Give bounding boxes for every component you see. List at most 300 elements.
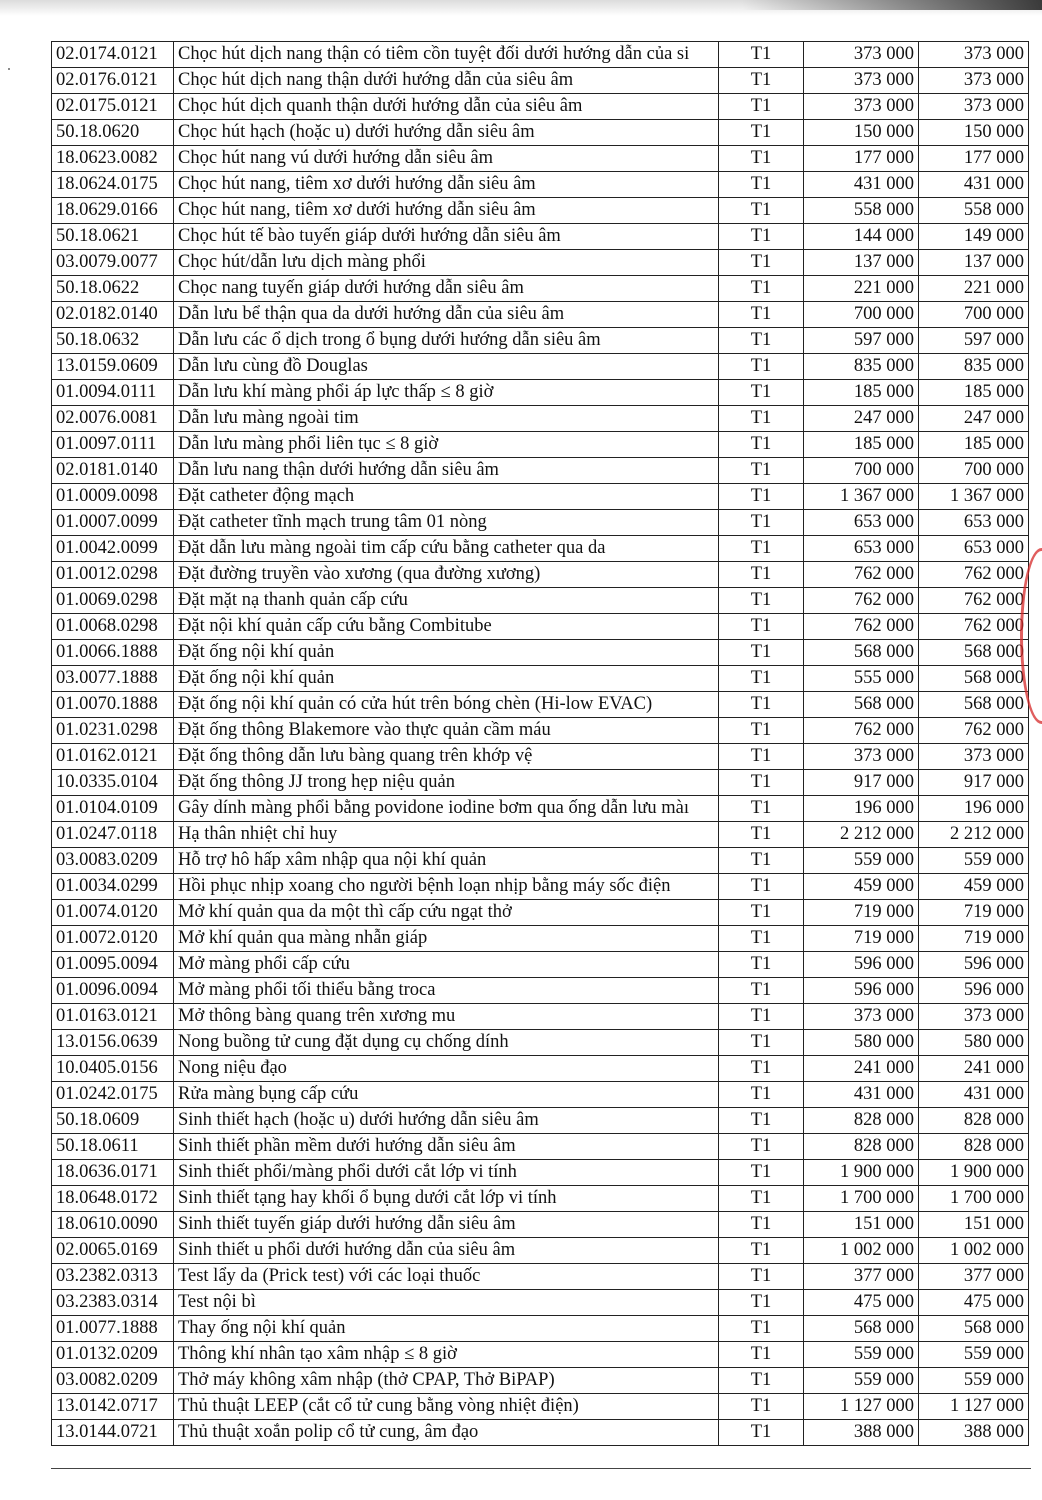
class-cell: T1 xyxy=(719,1264,804,1290)
class-cell: T1 xyxy=(719,1186,804,1212)
class-cell: T1 xyxy=(719,1160,804,1186)
price-cell-2: 1 127 000 xyxy=(919,1394,1029,1420)
price-cell: 1 700 000 xyxy=(804,1186,919,1212)
table-row xyxy=(52,510,1029,536)
service-code-cell: 02.0176.0121 xyxy=(52,68,174,94)
fee-table-body xyxy=(52,42,1029,1446)
price-cell: 475 000 xyxy=(804,1290,919,1316)
price-cell: 151 000 xyxy=(804,1212,919,1238)
table-row xyxy=(52,978,1029,1004)
price-cell: 388 000 xyxy=(804,1420,919,1446)
price-cell-2: 568 000 xyxy=(919,640,1029,666)
table-row xyxy=(52,1212,1029,1238)
class-cell: T1 xyxy=(719,354,804,380)
price-cell-2: 596 000 xyxy=(919,978,1029,1004)
price-cell: 568 000 xyxy=(804,1316,919,1342)
table-row xyxy=(52,172,1029,198)
service-name-cell: Chọc hút dịch nang thận dưới hướng dẫn của siêu âm xyxy=(174,68,719,94)
service-code-cell: 03.2383.0314 xyxy=(52,1290,174,1316)
service-name-cell: Chọc hút tế bào tuyến giáp dưới hướng dẫn siêu âm xyxy=(174,224,719,250)
class-cell: T1 xyxy=(719,1394,804,1420)
service-name-cell: Sinh thiết tạng hay khối ổ bụng dưới cắt lớp vi tính xyxy=(174,1186,719,1212)
table-row xyxy=(52,588,1029,614)
price-cell: 555 000 xyxy=(804,666,919,692)
price-cell-2: 762 000 xyxy=(919,614,1029,640)
price-cell: 373 000 xyxy=(804,744,919,770)
class-cell: T1 xyxy=(719,1056,804,1082)
price-cell-2: 719 000 xyxy=(919,900,1029,926)
service-code-cell: 18.0636.0171 xyxy=(52,1160,174,1186)
service-code-cell: 02.0181.0140 xyxy=(52,458,174,484)
service-code-cell: 03.2382.0313 xyxy=(52,1264,174,1290)
price-cell: 1 127 000 xyxy=(804,1394,919,1420)
service-name-cell: Dẫn lưu màng phổi liên tục ≤ 8 giờ xyxy=(174,432,719,458)
table-row xyxy=(52,744,1029,770)
table-row xyxy=(52,94,1029,120)
service-name-cell: Rửa màng bụng cấp cứu xyxy=(174,1082,719,1108)
service-name-cell: Chọc hút nang, tiêm xơ dưới hướng dẫn siêu âm xyxy=(174,172,719,198)
class-cell: T1 xyxy=(719,1420,804,1446)
price-cell: 247 000 xyxy=(804,406,919,432)
table-row xyxy=(52,1030,1029,1056)
price-cell: 596 000 xyxy=(804,978,919,1004)
class-cell: T1 xyxy=(719,1368,804,1394)
table-row xyxy=(52,848,1029,874)
price-cell: 568 000 xyxy=(804,692,919,718)
price-cell: 377 000 xyxy=(804,1264,919,1290)
table-row xyxy=(52,614,1029,640)
table-row xyxy=(52,666,1029,692)
table-row xyxy=(52,224,1029,250)
service-code-cell: 13.0144.0721 xyxy=(52,1420,174,1446)
price-cell-2: 762 000 xyxy=(919,588,1029,614)
price-cell: 373 000 xyxy=(804,42,919,68)
price-cell: 559 000 xyxy=(804,1368,919,1394)
price-cell-2: 475 000 xyxy=(919,1290,1029,1316)
price-cell-2: 373 000 xyxy=(919,744,1029,770)
price-cell: 1 900 000 xyxy=(804,1160,919,1186)
price-cell: 1 367 000 xyxy=(804,484,919,510)
price-cell-2: 653 000 xyxy=(919,536,1029,562)
price-cell-2: 241 000 xyxy=(919,1056,1029,1082)
class-cell: T1 xyxy=(719,146,804,172)
price-cell: 762 000 xyxy=(804,588,919,614)
service-code-cell: 01.0072.0120 xyxy=(52,926,174,952)
class-cell: T1 xyxy=(719,94,804,120)
class-cell: T1 xyxy=(719,562,804,588)
table-row xyxy=(52,1160,1029,1186)
service-code-cell: 02.0174.0121 xyxy=(52,42,174,68)
class-cell: T1 xyxy=(719,224,804,250)
price-cell: 431 000 xyxy=(804,172,919,198)
service-code-cell: 01.0034.0299 xyxy=(52,874,174,900)
service-code-cell: 01.0069.0298 xyxy=(52,588,174,614)
table-row xyxy=(52,42,1029,68)
class-cell: T1 xyxy=(719,198,804,224)
price-cell: 762 000 xyxy=(804,718,919,744)
price-cell: 596 000 xyxy=(804,952,919,978)
price-cell-2: 2 212 000 xyxy=(919,822,1029,848)
service-name-cell: Dẫn lưu màng ngoài tim xyxy=(174,406,719,432)
price-cell: 917 000 xyxy=(804,770,919,796)
service-name-cell: Chọc hút nang vú dưới hướng dẫn siêu âm xyxy=(174,146,719,172)
service-code-cell: 50.18.0622 xyxy=(52,276,174,302)
service-code-cell: 50.18.0620 xyxy=(52,120,174,146)
price-cell-2: 719 000 xyxy=(919,926,1029,952)
class-cell: T1 xyxy=(719,848,804,874)
price-cell-2: 137 000 xyxy=(919,250,1029,276)
price-cell: 558 000 xyxy=(804,198,919,224)
price-cell-2: 700 000 xyxy=(919,302,1029,328)
price-cell-2: 388 000 xyxy=(919,1420,1029,1446)
service-name-cell: Test lẩy da (Prick test) với các loại thuốc xyxy=(174,1264,719,1290)
price-cell-2: 580 000 xyxy=(919,1030,1029,1056)
table-row xyxy=(52,536,1029,562)
price-cell: 185 000 xyxy=(804,380,919,406)
price-cell-2: 917 000 xyxy=(919,770,1029,796)
table-row xyxy=(52,1004,1029,1030)
service-name-cell: Đặt ống thông Blakemore vào thực quản cầm máu xyxy=(174,718,719,744)
class-cell: T1 xyxy=(719,1316,804,1342)
table-row xyxy=(52,1056,1029,1082)
class-cell: T1 xyxy=(719,614,804,640)
class-cell: T1 xyxy=(719,406,804,432)
price-cell-2: 431 000 xyxy=(919,172,1029,198)
service-name-cell: Chọc hút/dẫn lưu dịch màng phổi xyxy=(174,250,719,276)
service-code-cell: 01.0132.0209 xyxy=(52,1342,174,1368)
service-code-cell: 10.0405.0156 xyxy=(52,1056,174,1082)
table-row xyxy=(52,1342,1029,1368)
service-name-cell: Thay ống nội khí quản xyxy=(174,1316,719,1342)
service-name-cell: Hạ thân nhiệt chỉ huy xyxy=(174,822,719,848)
service-name-cell: Dẫn lưu bể thận qua da dưới hướng dẫn của siêu âm xyxy=(174,302,719,328)
price-cell: 762 000 xyxy=(804,562,919,588)
service-code-cell: 01.0068.0298 xyxy=(52,614,174,640)
price-cell: 196 000 xyxy=(804,796,919,822)
class-cell: T1 xyxy=(719,432,804,458)
price-cell: 241 000 xyxy=(804,1056,919,1082)
service-name-cell: Sinh thiết u phổi dưới hướng dẫn của siêu âm xyxy=(174,1238,719,1264)
table-row xyxy=(52,1108,1029,1134)
table-row xyxy=(52,1238,1029,1264)
service-code-cell: 01.0097.0111 xyxy=(52,432,174,458)
service-code-cell: 01.0070.1888 xyxy=(52,692,174,718)
service-code-cell: 01.0009.0098 xyxy=(52,484,174,510)
class-cell: T1 xyxy=(719,68,804,94)
service-name-cell: Thủ thuật LEEP (cắt cổ tử cung bằng vòng nhiệt điện) xyxy=(174,1394,719,1420)
table-row xyxy=(52,926,1029,952)
price-cell-2: 828 000 xyxy=(919,1108,1029,1134)
class-cell: T1 xyxy=(719,744,804,770)
service-name-cell: Dẫn lưu nang thận dưới hướng dẫn siêu âm xyxy=(174,458,719,484)
price-cell: 373 000 xyxy=(804,1004,919,1030)
table-row xyxy=(52,146,1029,172)
price-cell: 221 000 xyxy=(804,276,919,302)
price-cell: 597 000 xyxy=(804,328,919,354)
price-cell: 719 000 xyxy=(804,926,919,952)
class-cell: T1 xyxy=(719,510,804,536)
price-cell: 828 000 xyxy=(804,1108,919,1134)
class-cell: T1 xyxy=(719,796,804,822)
table-row xyxy=(52,328,1029,354)
class-cell: T1 xyxy=(719,276,804,302)
class-cell: T1 xyxy=(719,822,804,848)
service-name-cell: Mở màng phổi cấp cứu xyxy=(174,952,719,978)
service-code-cell: 03.0077.1888 xyxy=(52,666,174,692)
service-name-cell: Gây dính màng phổi bằng povidone iodine bơm qua ống dẫn lưu màı xyxy=(174,796,719,822)
service-code-cell: 01.0007.0099 xyxy=(52,510,174,536)
service-name-cell: Mở khí quản qua da một thì cấp cứu ngạt thở xyxy=(174,900,719,926)
table-row xyxy=(52,458,1029,484)
service-name-cell: Test nội bì xyxy=(174,1290,719,1316)
service-name-cell: Mở thông bàng quang trên xương mu xyxy=(174,1004,719,1030)
service-name-cell: Đặt dẫn lưu màng ngoài tim cấp cứu bằng catheter qua da xyxy=(174,536,719,562)
price-cell-2: 373 000 xyxy=(919,94,1029,120)
service-name-cell: Chọc hút dịch quanh thận dưới hướng dẫn của siêu âm xyxy=(174,94,719,120)
class-cell: T1 xyxy=(719,874,804,900)
class-cell: T1 xyxy=(719,1030,804,1056)
service-name-cell: Đặt ống thông dẫn lưu bàng quang trên khớp vệ xyxy=(174,744,719,770)
price-cell-2: 1 700 000 xyxy=(919,1186,1029,1212)
class-cell: T1 xyxy=(719,926,804,952)
service-name-cell: Hồi phục nhịp xoang cho người bệnh loạn nhịp bằng máy sốc điện xyxy=(174,874,719,900)
table-row xyxy=(52,692,1029,718)
service-name-cell: Mở khí quản qua màng nhẫn giáp xyxy=(174,926,719,952)
price-cell: 580 000 xyxy=(804,1030,919,1056)
class-cell: T1 xyxy=(719,536,804,562)
bottom-rule xyxy=(51,1468,1031,1469)
service-code-cell: 01.0242.0175 xyxy=(52,1082,174,1108)
service-name-cell: Nong buồng tử cung đặt dụng cụ chống dính xyxy=(174,1030,719,1056)
price-cell-2: 568 000 xyxy=(919,692,1029,718)
service-name-cell: Đặt ống nội khí quản xyxy=(174,666,719,692)
service-code-cell: 18.0624.0175 xyxy=(52,172,174,198)
price-cell: 559 000 xyxy=(804,1342,919,1368)
service-name-cell: Thông khí nhân tạo xâm nhập ≤ 8 giờ xyxy=(174,1342,719,1368)
table-row xyxy=(52,1394,1029,1420)
price-cell: 459 000 xyxy=(804,874,919,900)
table-row xyxy=(52,1134,1029,1160)
service-code-cell: 18.0610.0090 xyxy=(52,1212,174,1238)
service-name-cell: Sinh thiết tuyến giáp dưới hướng dẫn siêu âm xyxy=(174,1212,719,1238)
table-row xyxy=(52,640,1029,666)
price-cell-2: 762 000 xyxy=(919,718,1029,744)
service-name-cell: Thở máy không xâm nhập (thở CPAP, Thở BiPAP) xyxy=(174,1368,719,1394)
table-row xyxy=(52,1082,1029,1108)
class-cell: T1 xyxy=(719,1004,804,1030)
class-cell: T1 xyxy=(719,458,804,484)
service-code-cell: 01.0095.0094 xyxy=(52,952,174,978)
price-cell-2: 596 000 xyxy=(919,952,1029,978)
table-row xyxy=(52,380,1029,406)
service-code-cell: 03.0082.0209 xyxy=(52,1368,174,1394)
class-cell: T1 xyxy=(719,484,804,510)
price-cell-2: 558 000 xyxy=(919,198,1029,224)
fee-table xyxy=(51,41,1029,1446)
price-cell: 150 000 xyxy=(804,120,919,146)
class-cell: T1 xyxy=(719,952,804,978)
service-name-cell: Sinh thiết phần mềm dưới hướng dẫn siêu âm xyxy=(174,1134,719,1160)
class-cell: T1 xyxy=(719,666,804,692)
price-cell: 762 000 xyxy=(804,614,919,640)
price-cell: 700 000 xyxy=(804,302,919,328)
service-name-cell: Chọc hút dịch nang thận có tiêm cồn tuyệt đối dưới hướng dẫn của si xyxy=(174,42,719,68)
price-cell-2: 568 000 xyxy=(919,666,1029,692)
price-cell-2: 568 000 xyxy=(919,1316,1029,1342)
price-cell-2: 431 000 xyxy=(919,1082,1029,1108)
price-cell-2: 1 367 000 xyxy=(919,484,1029,510)
service-name-cell: Đặt mặt nạ thanh quản cấp cứu xyxy=(174,588,719,614)
service-code-cell: 13.0159.0609 xyxy=(52,354,174,380)
price-cell-2: 828 000 xyxy=(919,1134,1029,1160)
table-row xyxy=(52,354,1029,380)
table-row xyxy=(52,432,1029,458)
service-name-cell: Chọc hút nang, tiêm xơ dưới hướng dẫn siêu âm xyxy=(174,198,719,224)
price-cell-2: 1 002 000 xyxy=(919,1238,1029,1264)
price-cell: 431 000 xyxy=(804,1082,919,1108)
service-code-cell: 01.0042.0099 xyxy=(52,536,174,562)
price-cell-2: 149 000 xyxy=(919,224,1029,250)
price-cell: 373 000 xyxy=(804,94,919,120)
service-code-cell: 50.18.0632 xyxy=(52,328,174,354)
class-cell: T1 xyxy=(719,588,804,614)
class-cell: T1 xyxy=(719,1342,804,1368)
service-code-cell: 01.0162.0121 xyxy=(52,744,174,770)
price-cell: 2 212 000 xyxy=(804,822,919,848)
class-cell: T1 xyxy=(719,120,804,146)
service-code-cell: 02.0182.0140 xyxy=(52,302,174,328)
price-cell: 835 000 xyxy=(804,354,919,380)
service-code-cell: 01.0077.1888 xyxy=(52,1316,174,1342)
price-cell: 719 000 xyxy=(804,900,919,926)
service-code-cell: 18.0629.0166 xyxy=(52,198,174,224)
service-name-cell: Đặt catheter động mạch xyxy=(174,484,719,510)
price-cell-2: 177 000 xyxy=(919,146,1029,172)
scan-edge xyxy=(0,0,1042,16)
service-name-cell: Dẫn lưu cùng đồ Douglas xyxy=(174,354,719,380)
service-code-cell: 18.0648.0172 xyxy=(52,1186,174,1212)
price-cell-2: 196 000 xyxy=(919,796,1029,822)
price-cell-2: 185 000 xyxy=(919,380,1029,406)
class-cell: T1 xyxy=(719,692,804,718)
service-code-cell: 10.0335.0104 xyxy=(52,770,174,796)
service-name-cell: Thủ thuật xoắn polip cổ tử cung, âm đạo xyxy=(174,1420,719,1446)
table-row xyxy=(52,276,1029,302)
table-row xyxy=(52,770,1029,796)
class-cell: T1 xyxy=(719,1134,804,1160)
scan-edge-shadow xyxy=(742,0,1042,10)
service-code-cell: 50.18.0611 xyxy=(52,1134,174,1160)
price-cell-2: 559 000 xyxy=(919,1342,1029,1368)
service-code-cell: 01.0163.0121 xyxy=(52,1004,174,1030)
service-name-cell: Dẫn lưu khí màng phổi áp lực thấp ≤ 8 giờ xyxy=(174,380,719,406)
table-row xyxy=(52,1186,1029,1212)
class-cell: T1 xyxy=(719,328,804,354)
price-cell: 653 000 xyxy=(804,536,919,562)
price-cell-2: 835 000 xyxy=(919,354,1029,380)
service-code-cell: 18.0623.0082 xyxy=(52,146,174,172)
price-cell-2: 653 000 xyxy=(919,510,1029,536)
price-cell: 559 000 xyxy=(804,848,919,874)
price-cell: 700 000 xyxy=(804,458,919,484)
service-name-cell: Dẫn lưu các ổ dịch trong ổ bụng dưới hướng dẫn siêu âm xyxy=(174,328,719,354)
service-code-cell: 13.0156.0639 xyxy=(52,1030,174,1056)
class-cell: T1 xyxy=(719,172,804,198)
price-cell-2: 373 000 xyxy=(919,42,1029,68)
service-name-cell: Đặt catheter tĩnh mạch trung tâm 01 nòng xyxy=(174,510,719,536)
service-code-cell: 01.0231.0298 xyxy=(52,718,174,744)
class-cell: T1 xyxy=(719,718,804,744)
table-row xyxy=(52,120,1029,146)
price-cell-2: 185 000 xyxy=(919,432,1029,458)
service-name-cell: Đặt nội khí quản cấp cứu bằng Combitube xyxy=(174,614,719,640)
table-row xyxy=(52,68,1029,94)
price-cell: 137 000 xyxy=(804,250,919,276)
class-cell: T1 xyxy=(719,640,804,666)
price-cell-2: 597 000 xyxy=(919,328,1029,354)
class-cell: T1 xyxy=(719,380,804,406)
price-cell-2: 151 000 xyxy=(919,1212,1029,1238)
scan-speck xyxy=(8,68,10,70)
table-row xyxy=(52,1264,1029,1290)
price-cell-2: 373 000 xyxy=(919,1004,1029,1030)
table-row xyxy=(52,562,1029,588)
service-code-cell: 03.0079.0077 xyxy=(52,250,174,276)
service-name-cell: Sinh thiết phổi/màng phổi dưới cắt lớp vi tính xyxy=(174,1160,719,1186)
price-cell-2: 373 000 xyxy=(919,68,1029,94)
class-cell: T1 xyxy=(719,978,804,1004)
price-cell-2: 762 000 xyxy=(919,562,1029,588)
table-row xyxy=(52,1290,1029,1316)
class-cell: T1 xyxy=(719,302,804,328)
table-row xyxy=(52,874,1029,900)
service-name-cell: Đặt đường truyền vào xương (qua đường xương) xyxy=(174,562,719,588)
price-cell: 177 000 xyxy=(804,146,919,172)
table-row xyxy=(52,900,1029,926)
price-cell-2: 150 000 xyxy=(919,120,1029,146)
class-cell: T1 xyxy=(719,1290,804,1316)
table-row xyxy=(52,250,1029,276)
service-name-cell: Đặt ống thông JJ trong hẹp niệu quản xyxy=(174,770,719,796)
class-cell: T1 xyxy=(719,1082,804,1108)
service-name-cell: Đặt ống nội khí quản xyxy=(174,640,719,666)
service-code-cell: 01.0074.0120 xyxy=(52,900,174,926)
service-name-cell: Sinh thiết hạch (hoặc u) dưới hướng dẫn siêu âm xyxy=(174,1108,719,1134)
table-row xyxy=(52,796,1029,822)
table-row xyxy=(52,302,1029,328)
table-row xyxy=(52,822,1029,848)
service-name-cell: Chọc hút hạch (hoặc u) dưới hướng dẫn siêu âm xyxy=(174,120,719,146)
service-code-cell: 01.0066.1888 xyxy=(52,640,174,666)
table-row xyxy=(52,198,1029,224)
price-cell-2: 377 000 xyxy=(919,1264,1029,1290)
price-cell: 653 000 xyxy=(804,510,919,536)
price-cell: 373 000 xyxy=(804,68,919,94)
service-code-cell: 01.0104.0109 xyxy=(52,796,174,822)
service-code-cell: 01.0247.0118 xyxy=(52,822,174,848)
service-code-cell: 01.0096.0094 xyxy=(52,978,174,1004)
class-cell: T1 xyxy=(719,250,804,276)
service-code-cell: 03.0083.0209 xyxy=(52,848,174,874)
service-code-cell: 50.18.0609 xyxy=(52,1108,174,1134)
price-cell: 568 000 xyxy=(804,640,919,666)
table-row xyxy=(52,406,1029,432)
price-cell-2: 459 000 xyxy=(919,874,1029,900)
price-cell-2: 247 000 xyxy=(919,406,1029,432)
price-cell: 185 000 xyxy=(804,432,919,458)
class-cell: T1 xyxy=(719,1108,804,1134)
class-cell: T1 xyxy=(719,770,804,796)
